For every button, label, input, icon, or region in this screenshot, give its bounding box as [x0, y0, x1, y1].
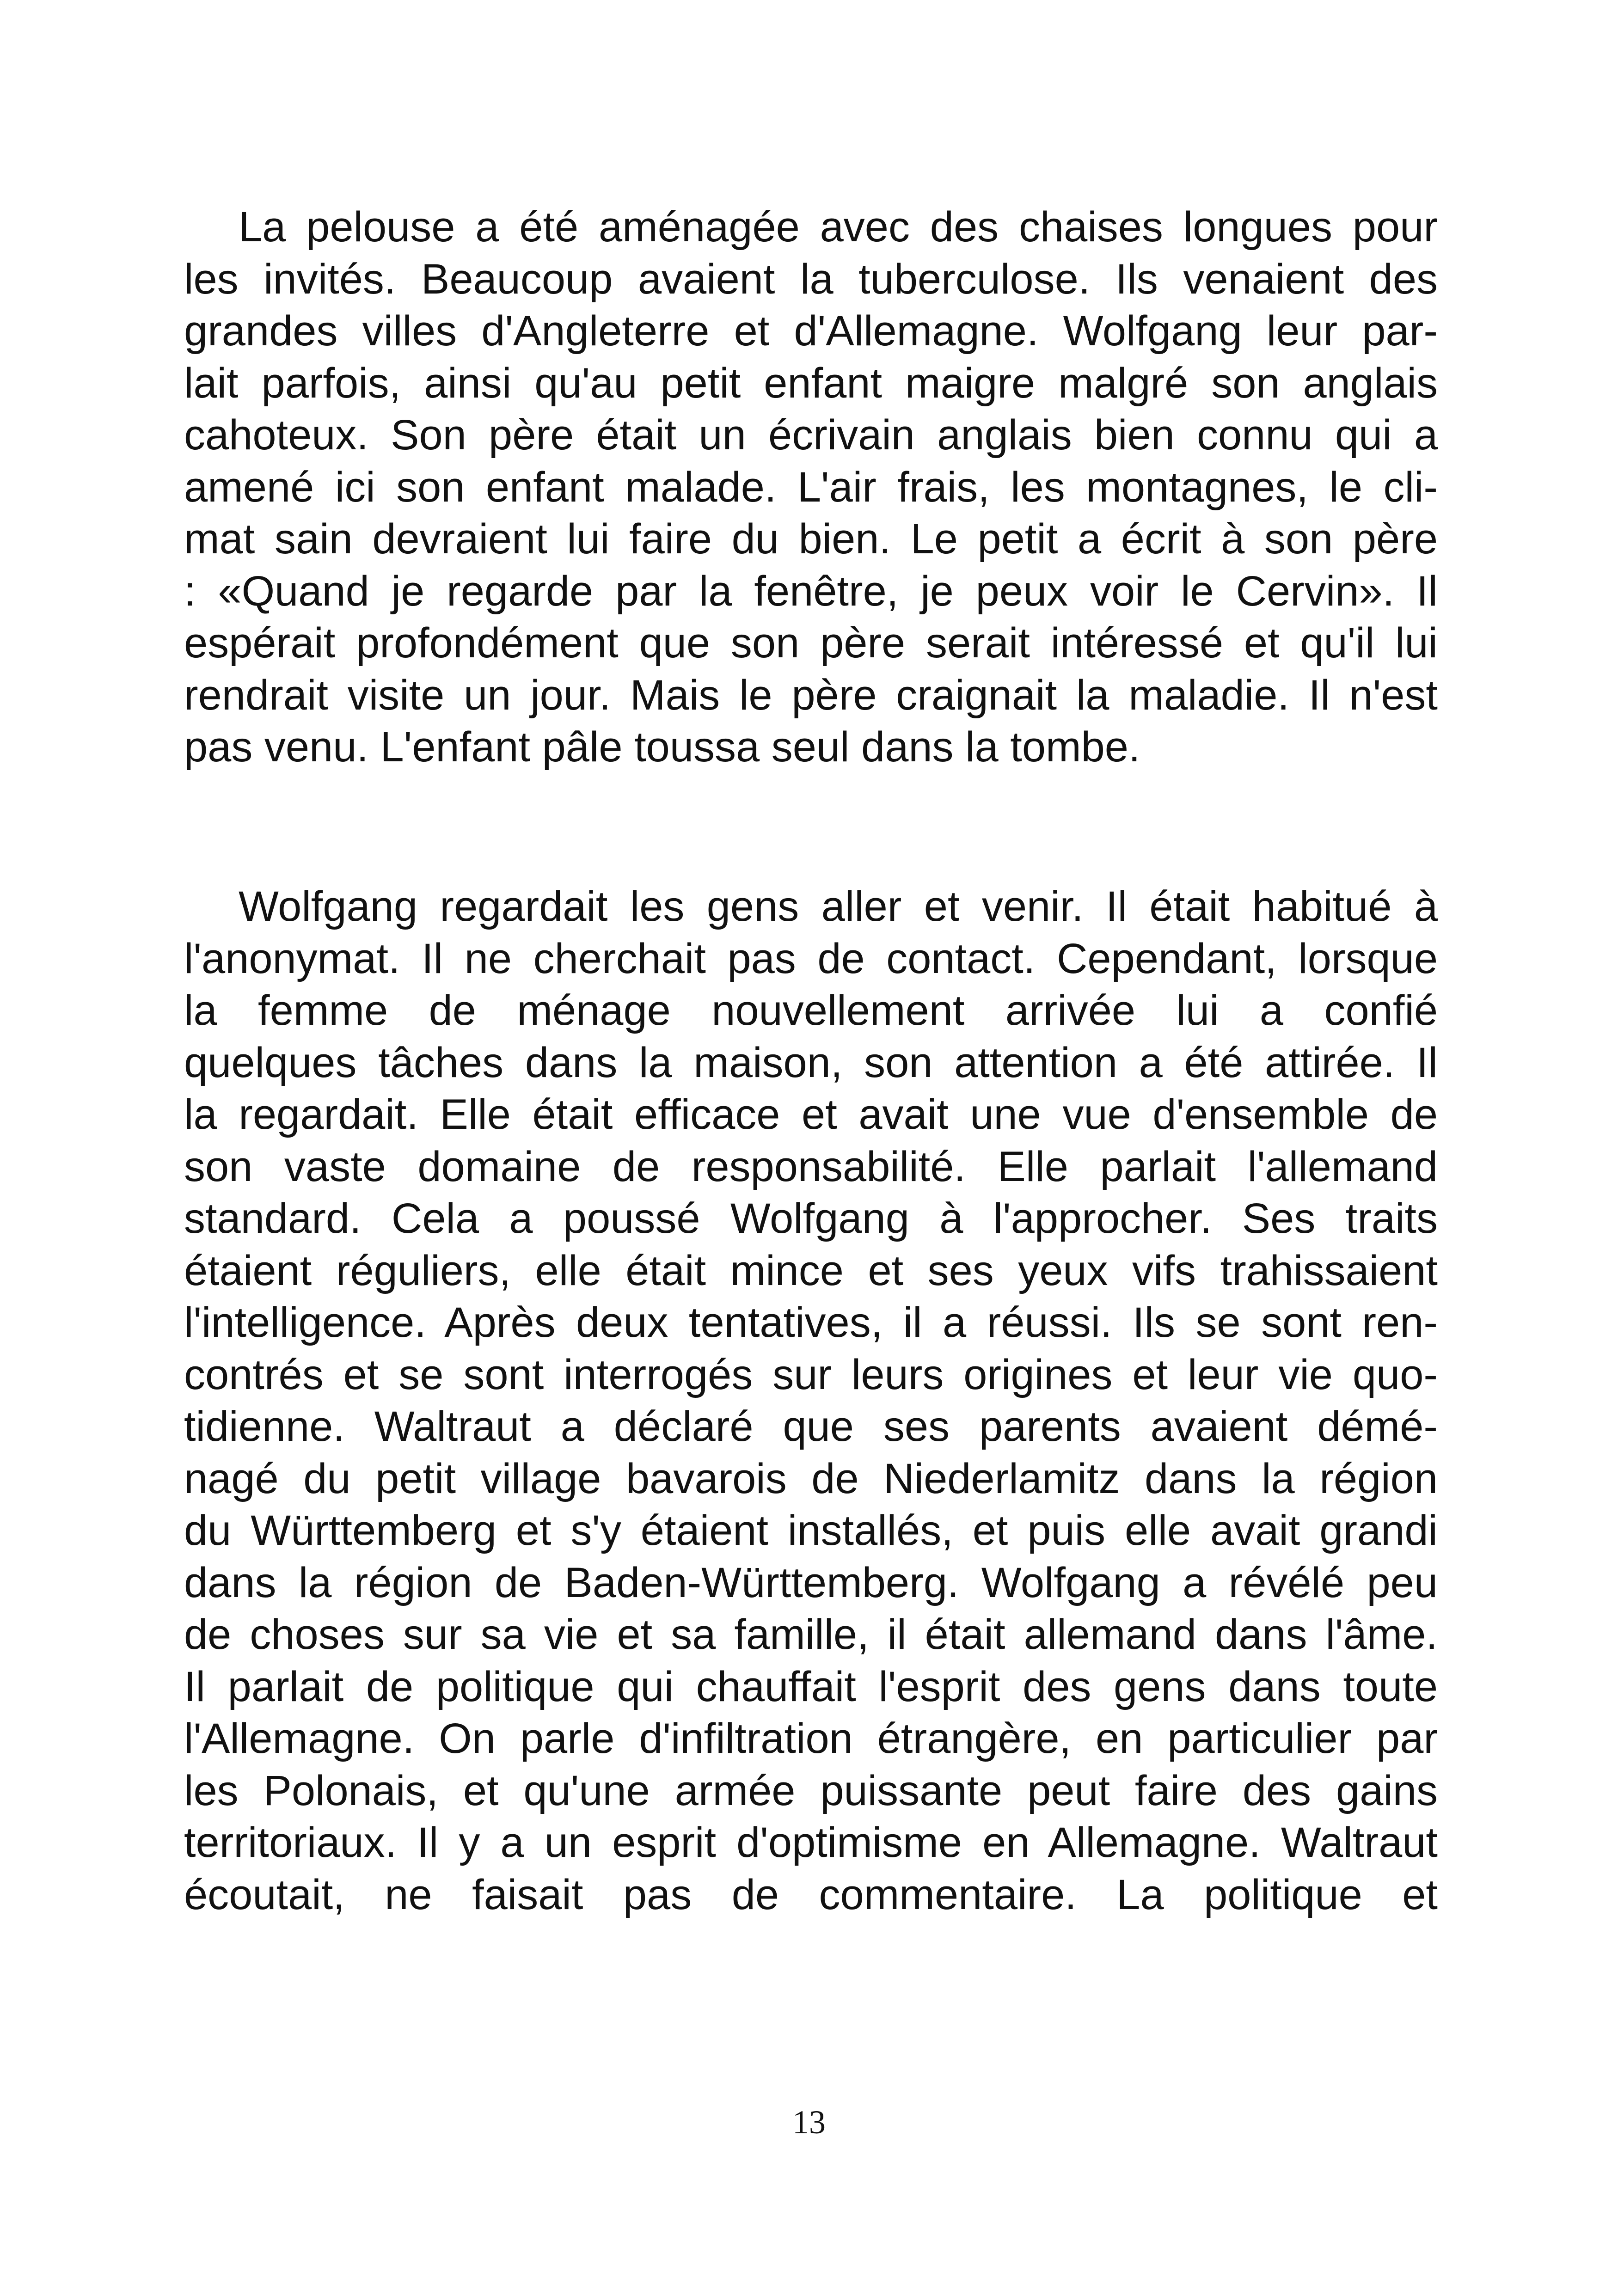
text-line: mat sain devraient lui faire du bien. Le petit a écrit à son père	[184, 515, 1438, 563]
text-line: l'anonymat. Il ne cherchait pas de contact. Cependant, lorsque	[184, 935, 1438, 982]
text-line: l'Allemagne. On parle d'infiltration étrangère, en particulier par	[184, 1715, 1438, 1762]
text-line: dans la région de Baden-Württemberg. Wolfgang a révélé peu	[184, 1559, 1438, 1606]
text-line: étaient réguliers, elle était mince et ses yeux vifs trahissaient	[184, 1247, 1438, 1294]
text-line: tidienne. Waltraut a déclaré que ses parents avaient démé-	[184, 1403, 1438, 1450]
page-number: 13	[792, 2104, 826, 2141]
text-line: du Württemberg et s'y étaient installés, et puis elle avait grandi	[184, 1507, 1438, 1554]
text-line: la regardait. Elle était efficace et avait une vue d'ensemble de	[184, 1091, 1438, 1138]
text-line: : «Quand je regarde par la fenêtre, je peux voir le Cervin». Il	[184, 567, 1438, 615]
text-line: contrés et se sont interrogés sur leurs origines et leur vie quo-	[184, 1351, 1438, 1398]
text-line: territoriaux. Il y a un esprit d'optimisme en Allemagne. Waltraut	[184, 1819, 1438, 1866]
paragraph-1	[184, 201, 1438, 773]
text-line: nagé du petit village bavarois de Niederlamitz dans la région	[184, 1455, 1438, 1502]
text-line: Il parlait de politique qui chauffait l'esprit des gens dans toute	[184, 1663, 1438, 1710]
text-line: espérait profondément que son père serait intéressé et qu'il lui	[184, 619, 1438, 667]
text-line: l'intelligence. Après deux tentatives, il a réussi. Ils se sont ren-	[184, 1299, 1438, 1346]
text-line: Wolfgang regardait les gens aller et venir. Il était habitué à	[239, 883, 1438, 930]
text-line: grandes villes d'Angleterre et d'Allemagne. Wolfgang leur par-	[184, 307, 1438, 355]
text-line: de choses sur sa vie et sa famille, il était allemand dans l'âme.	[184, 1611, 1438, 1658]
text-line: La pelouse a été aménagée avec des chaises longues pour	[239, 203, 1438, 251]
text-line: la femme de ménage nouvellement arrivée lui a confié	[184, 987, 1438, 1034]
text-line-last: pas venu. L'enfant pâle toussa seul dans la tombe.	[184, 723, 1140, 771]
text-line: lait parfois, ainsi qu'au petit enfant maigre malgré son anglais	[184, 359, 1438, 407]
text-line: les invités. Beaucoup avaient la tuberculose. Ils venaient des	[184, 255, 1438, 303]
text-line: quelques tâches dans la maison, son attention a été attirée. Il	[184, 1039, 1438, 1086]
text-line: cahoteux. Son père était un écrivain anglais bien connu qui a	[184, 411, 1438, 459]
text-line: standard. Cela a poussé Wolfgang à l'approcher. Ses traits	[184, 1195, 1438, 1242]
text-line: rendrait visite un jour. Mais le père craignait la maladie. Il n'est	[184, 671, 1438, 719]
paragraph-2	[184, 881, 1438, 1921]
text-line: les Polonais, et qu'une armée puissante peut faire des gains	[184, 1767, 1438, 1814]
text-line: son vaste domaine de responsabilité. Elle parlait l'allemand	[184, 1143, 1438, 1190]
text-line: amené ici son enfant malade. L'air frais, les montagnes, le cli-	[184, 463, 1438, 511]
text-line: écoutait, ne faisait pas de commentaire. La politique et	[184, 1871, 1438, 1918]
